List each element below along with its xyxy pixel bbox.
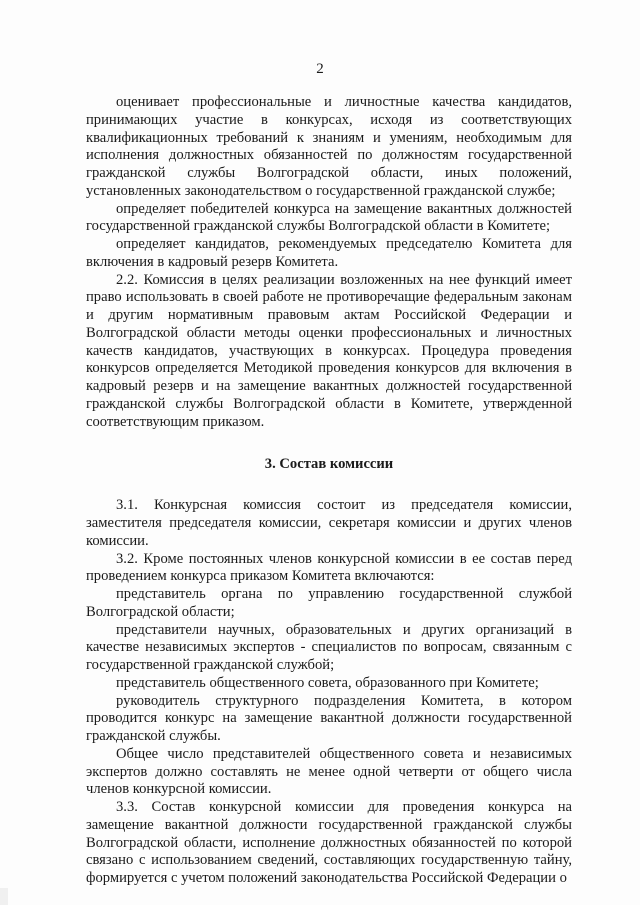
paragraph: определяет победителей конкурса на замещение вакантных должностей государственной гражданской службы Волгоградской области в Комитете; [86,200,572,235]
page-number: 2 [316,61,324,77]
paragraph: представитель общественного совета, образованного при Комитете; [116,674,539,691]
paragraph: представитель органа по управлению государственной службой Волгоградской области; [86,586,572,620]
paragraph: определяет кандидатов, рекомендуемых председателю Комитета для включения в кадровый резерв Комитета. [86,236,572,270]
paragraph: Общее число представителей общественного совета и независимых экспертов должно составлять не менее одной четверти от общего числа членов конкурсной комиссии. [86,745,572,798]
document-body [86,94,572,888]
paragraph: 3.2. Кроме постоянных членов конкурсной комиссии в ее состав перед проведением конкурса приказом Комитета включаются: [86,550,572,585]
paragraph: представители научных, образовательных и других организаций в качестве независимых экспертов - специалистов по вопросам, связанным с государственной гражданской службой; [86,621,572,673]
paragraph: 3.3. Состав конкурсной комиссии для проведения конкурса на замещение вакантной должности государственной гражданской службы Волгоградской области, исполнение должностных обязанностей по которой связано с использованием сведений, составляющих государственную тайну, формируется с учетом положений законодательства Российской Федерации о [86,799,572,886]
paragraph: 2.2. Комиссия в целях реализации возложенных на нее функций имеет право использовать в своей работе не противоречащие федеральным законам и другим нормативным правовым актам Российской Федерации и Волгоградской области методы оценки профессиональных и личностных качеств кандидатов, участвующих в конкурсах. Процедура проведения конкурсов определяется Методикой проведения конкурсов для включения в кадровый резерв и на замещение вакантных должностей государственной гражданской службы Волгоградской области в Комитете, утвержденной соответствующим приказом. [86,271,572,430]
paragraph: оценивает профессиональные и личностные качества кандидатов, принимающих участие в конкурсах, исходя из соответствующих квалификационных требований к знаниям и умениям, необходимым для исполнения должностных обязанностей по должностям государственной гражданской службы Волгоградской области, иных положений, установленных законодательством о государственной гражданской службе; [86,94,572,199]
section-title: 3. Состав комиссии [264,456,394,473]
paragraph: 3.1. Конкурсная комиссия состоит из председателя комиссии, заместителя председателя комиссии, секретаря комиссии и других членов комиссии. [86,497,572,549]
paragraph: руководитель структурного подразделения Комитета, в котором проводится конкурс на замещение вакантной должности государственной гражданской службы. [86,692,572,744]
scan-edge-mark [0,888,8,905]
